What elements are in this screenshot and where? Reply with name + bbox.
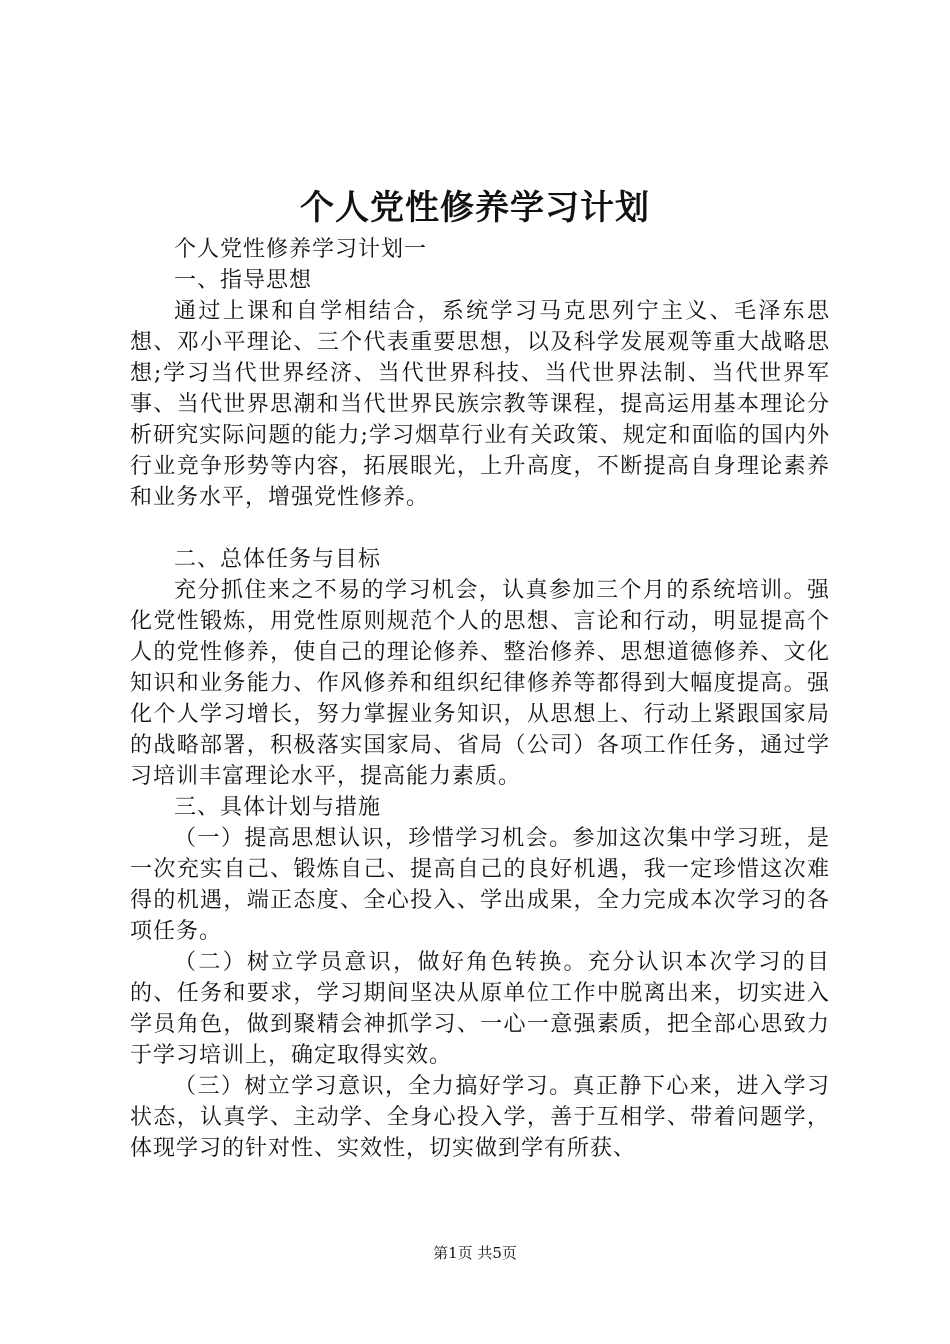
- section-heading-2: 二、总体任务与目标: [174, 547, 382, 572]
- body-paragraph-1: 通过上课和自学相结合，系统学习马克思列宁主义、毛泽东思想、邓小平理论、三个代表重要思想，以及科学发展观等重大战略思想;学习当代世界经济、当代世界科技、当代世界法制、当代世界军事、当代世界思潮和当代世界民族宗教等课程，提高运用基本理论分析研究实际问题的能力;学习烟草行业有关政策、规定和面临的国内外行业竞争形势等内容，拓展眼光，上升高度，不断提高自身理论素养和业务水平，增强党性修养。: [130, 299, 830, 510]
- section-heading-3: 三、具体计划与措施: [174, 795, 382, 820]
- page-footer: 第1页 共5页: [433, 1244, 517, 1262]
- body-paragraph-3: （一）提高思想认识，珍惜学习机会。参加这次集中学习班，是一次充实自己、锻炼自己、提高自己的良好机遇，我一定珍惜这次难得的机遇，端正态度、全心投入、学出成果，全力完成本次学习的各项任务。: [130, 826, 830, 944]
- document-body: [130, 234, 830, 1164]
- subtitle-paragraph: 个人党性修养学习计划一: [174, 237, 428, 262]
- body-paragraph-4: （二）树立学员意识，做好角色转换。充分认识本次学习的目的、任务和要求，学习期间坚决从原单位工作中脱离出来，切实进入学员角色，做到聚精会神抓学习、一心一意强素质，把全部心思致力于学习培训上，确定取得实效。: [130, 950, 830, 1068]
- body-paragraph-5: （三）树立学习意识，全力搞好学习。真正静下心来，进入学习状态，认真学、主动学、全身心投入学，善于互相学、带着问题学，体现学习的针对性、实效性，切实做到学有所获、: [130, 1074, 830, 1161]
- document-title: 个人党性修养学习计划: [300, 188, 650, 228]
- body-paragraph-2: 充分抓住来之不易的学习机会，认真参加三个月的系统培训。强化党性锻炼，用党性原则规范个人的思想、言论和行动，明显提高个人的党性修养，使自己的理论修养、整治修养、思想道德修养、文化知识和业务能力、作风修养和组织纪律修养等都得到大幅度提高。强化个人学习增长，努力掌握业务知识，从思想上、行动上紧跟国家局的战略部署，积极落实国家局、省局（公司）各项工作任务，通过学习培训丰富理论水平，提高能力素质。: [130, 578, 830, 789]
- section-heading-1: 一、指导思想: [174, 268, 313, 293]
